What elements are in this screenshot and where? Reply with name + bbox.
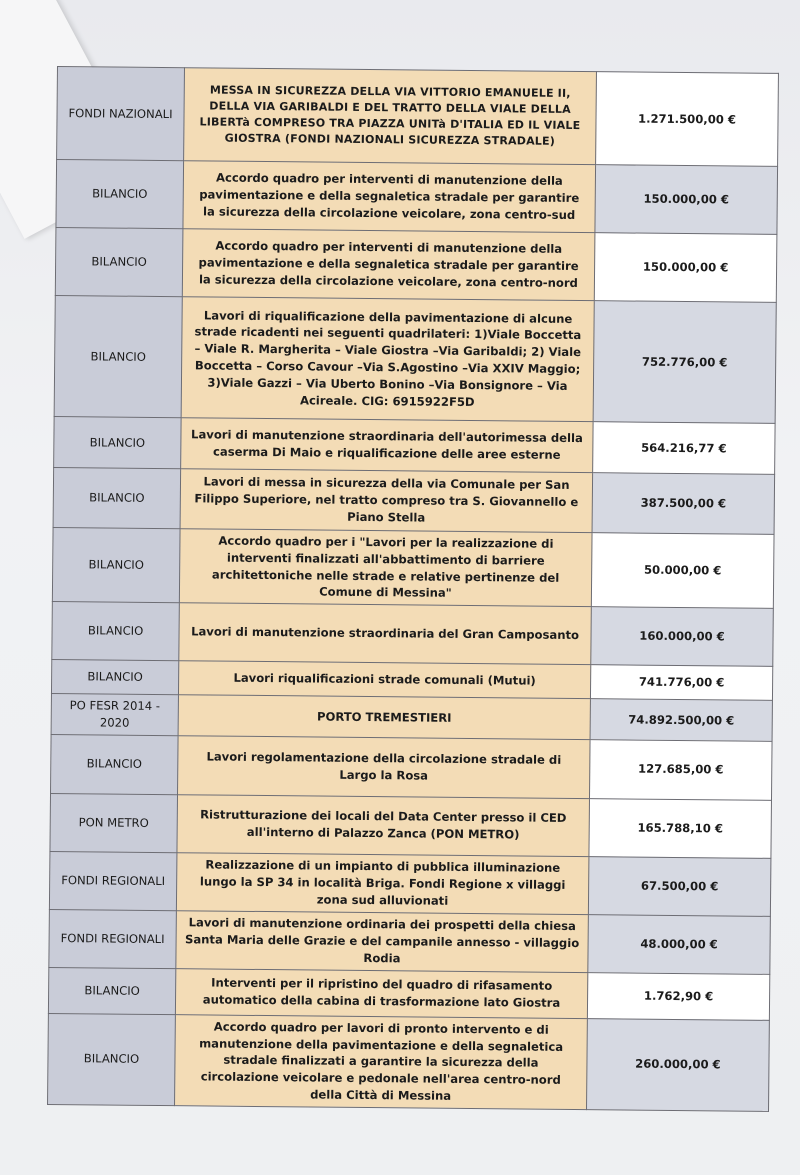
table-row (57, 67, 779, 167)
amount: 48.000,00 € (588, 914, 771, 974)
work-description: Accordo quadro per interventi di manutenzione della pavimentazione e della segnaletica stradale per garantire la sicurezza della circolazione veicolare, zona centro-nord (182, 229, 595, 301)
table-row (50, 793, 772, 858)
funding-source: BILANCIO (51, 660, 178, 695)
amount: 387.500,00 € (592, 473, 775, 535)
table-row (51, 694, 772, 742)
table-row (53, 467, 775, 534)
work-description: Lavori di manutenzione ordinaria dei prospetti della chiesa Santa Maria delle Grazie e del campanile annesso - villaggio Rodia (176, 910, 589, 972)
funding-source: BILANCIO (52, 602, 180, 661)
work-description: Interventi per il ripristino del quadro di rifasamento automatico della cabina di trasformazione lato Giostra (175, 968, 587, 1018)
table-row (54, 416, 775, 474)
work-description: PORTO TREMESTIERI (178, 695, 590, 740)
funding-source: BILANCIO (54, 295, 182, 417)
work-description: MESSA IN SICUREZZA DELLA VIA VITTORIO EMANUELE II, DELLA VIA GARIBALDI E DEL TRATTO DELLA VIALE DELLA LIBERTà COMPRESO TRA PIAZZA UNITà D'ITALIA ED IL VIALE GIOSTRA (FONDI NAZIONALI SICUREZZA STRADALE) (184, 68, 597, 165)
funding-source: FONDI REGIONALI (49, 851, 177, 910)
amount: 160.000,00 € (591, 607, 774, 667)
work-description: Lavori riqualificazioni strade comunali (Mutui) (178, 661, 590, 699)
funding-source: BILANCIO (54, 416, 181, 468)
funding-source: BILANCIO (51, 734, 179, 794)
amount: 67.500,00 € (588, 856, 771, 916)
work-description: Lavori di manutenzione straordinaria del Gran Camposanto (179, 603, 592, 665)
work-description: Realizzazione di un impianto di pubblica illuminazione lungo la SP 34 in località Briga. Fondi Regione x villaggi zona sud alluvionati (176, 852, 589, 914)
amount: 74.892.500,00 € (590, 699, 772, 741)
work-description: Accordo quadro per interventi di manutenzione della pavimentazione e della segnaletica stradale per garantire la sicurezza della circolazione veicolare, zona centro-sud (183, 161, 596, 233)
funding-source: PON METRO (50, 793, 178, 852)
funding-source: BILANCIO (56, 160, 184, 229)
table-row (49, 851, 771, 916)
amount: 741.776,00 € (590, 665, 772, 701)
public-works-table (47, 66, 779, 1112)
funding-source: FONDI REGIONALI (49, 909, 177, 968)
table-row (56, 160, 778, 235)
table-row (52, 602, 774, 667)
work-description: Accordo quadro per lavori di pronto intervento e di manutenzione della pavimentazione e della segnaletica stradale finalizzati a garantire la sicurezza della circolazione veicolare e pedonale nell'area centro-nord della Città di Messina (175, 1014, 588, 1109)
table-row (49, 909, 771, 974)
work-description: Lavori di messa in sicurezza della via Comunale per San Filippo Superiore, nel tratto compreso tra S. Giovannello e Piano Stella (180, 469, 593, 533)
table-row (52, 527, 774, 608)
amount: 165.788,10 € (589, 798, 772, 858)
funding-source: BILANCIO (48, 1013, 176, 1105)
amount: 1.762,90 € (587, 972, 769, 1020)
amount: 260.000,00 € (587, 1018, 770, 1111)
table-row (48, 967, 769, 1020)
table-row (55, 227, 777, 302)
work-description: Lavori di manutenzione straordinaria dell'autorimessa della caserma Di Maio e riqualificazione delle aree esterne (181, 418, 593, 473)
funding-source: PO FESR 2014 - 2020 (51, 694, 178, 736)
funding-source: BILANCIO (53, 467, 181, 528)
table-row (51, 734, 773, 800)
amount: 127.685,00 € (589, 739, 772, 800)
table-row (48, 1013, 770, 1111)
amount: 752.776,00 € (593, 301, 776, 424)
amount: 1.271.500,00 € (596, 72, 779, 167)
work-description: Lavori regolamentazione della circolazione stradale di Largo la Rosa (178, 735, 591, 798)
amount: 150.000,00 € (595, 165, 778, 235)
amount: 564.216,77 € (593, 422, 775, 475)
work-description: Accordo quadro per i "Lavori per la realizzazione di interventi finalizzati all'abbattimento di barriere architettoniche nelle strade e relative pertinenze del Comune di Messina" (179, 529, 592, 607)
funding-source: FONDI NAZIONALI (57, 67, 185, 161)
amount: 150.000,00 € (594, 233, 777, 303)
funding-source: BILANCIO (55, 227, 183, 296)
funding-source: BILANCIO (48, 967, 175, 1014)
work-description: Ristrutturazione dei locali del Data Center presso il CED all'interno di Palazzo Zanca (PON METRO) (177, 794, 590, 856)
work-description: Lavori di riqualificazione della pavimentazione di alcune strade ricadenti nei seguenti quadrilateri: 1)Viale Boccetta – Viale R. Margherita – Viale Giostra –Via Garibaldi; 2) Viale Boccetta – Corso Cavour –Via S.Agostino –Via XXIV Maggio; 3)Viale Gazzi – Via Uberto Bonino –Via Bonsignore – Via Acireale. CIG: 6915922F5D (181, 297, 594, 422)
funding-source: BILANCIO (52, 527, 180, 602)
table-row (54, 295, 776, 423)
amount: 50.000,00 € (591, 533, 774, 609)
